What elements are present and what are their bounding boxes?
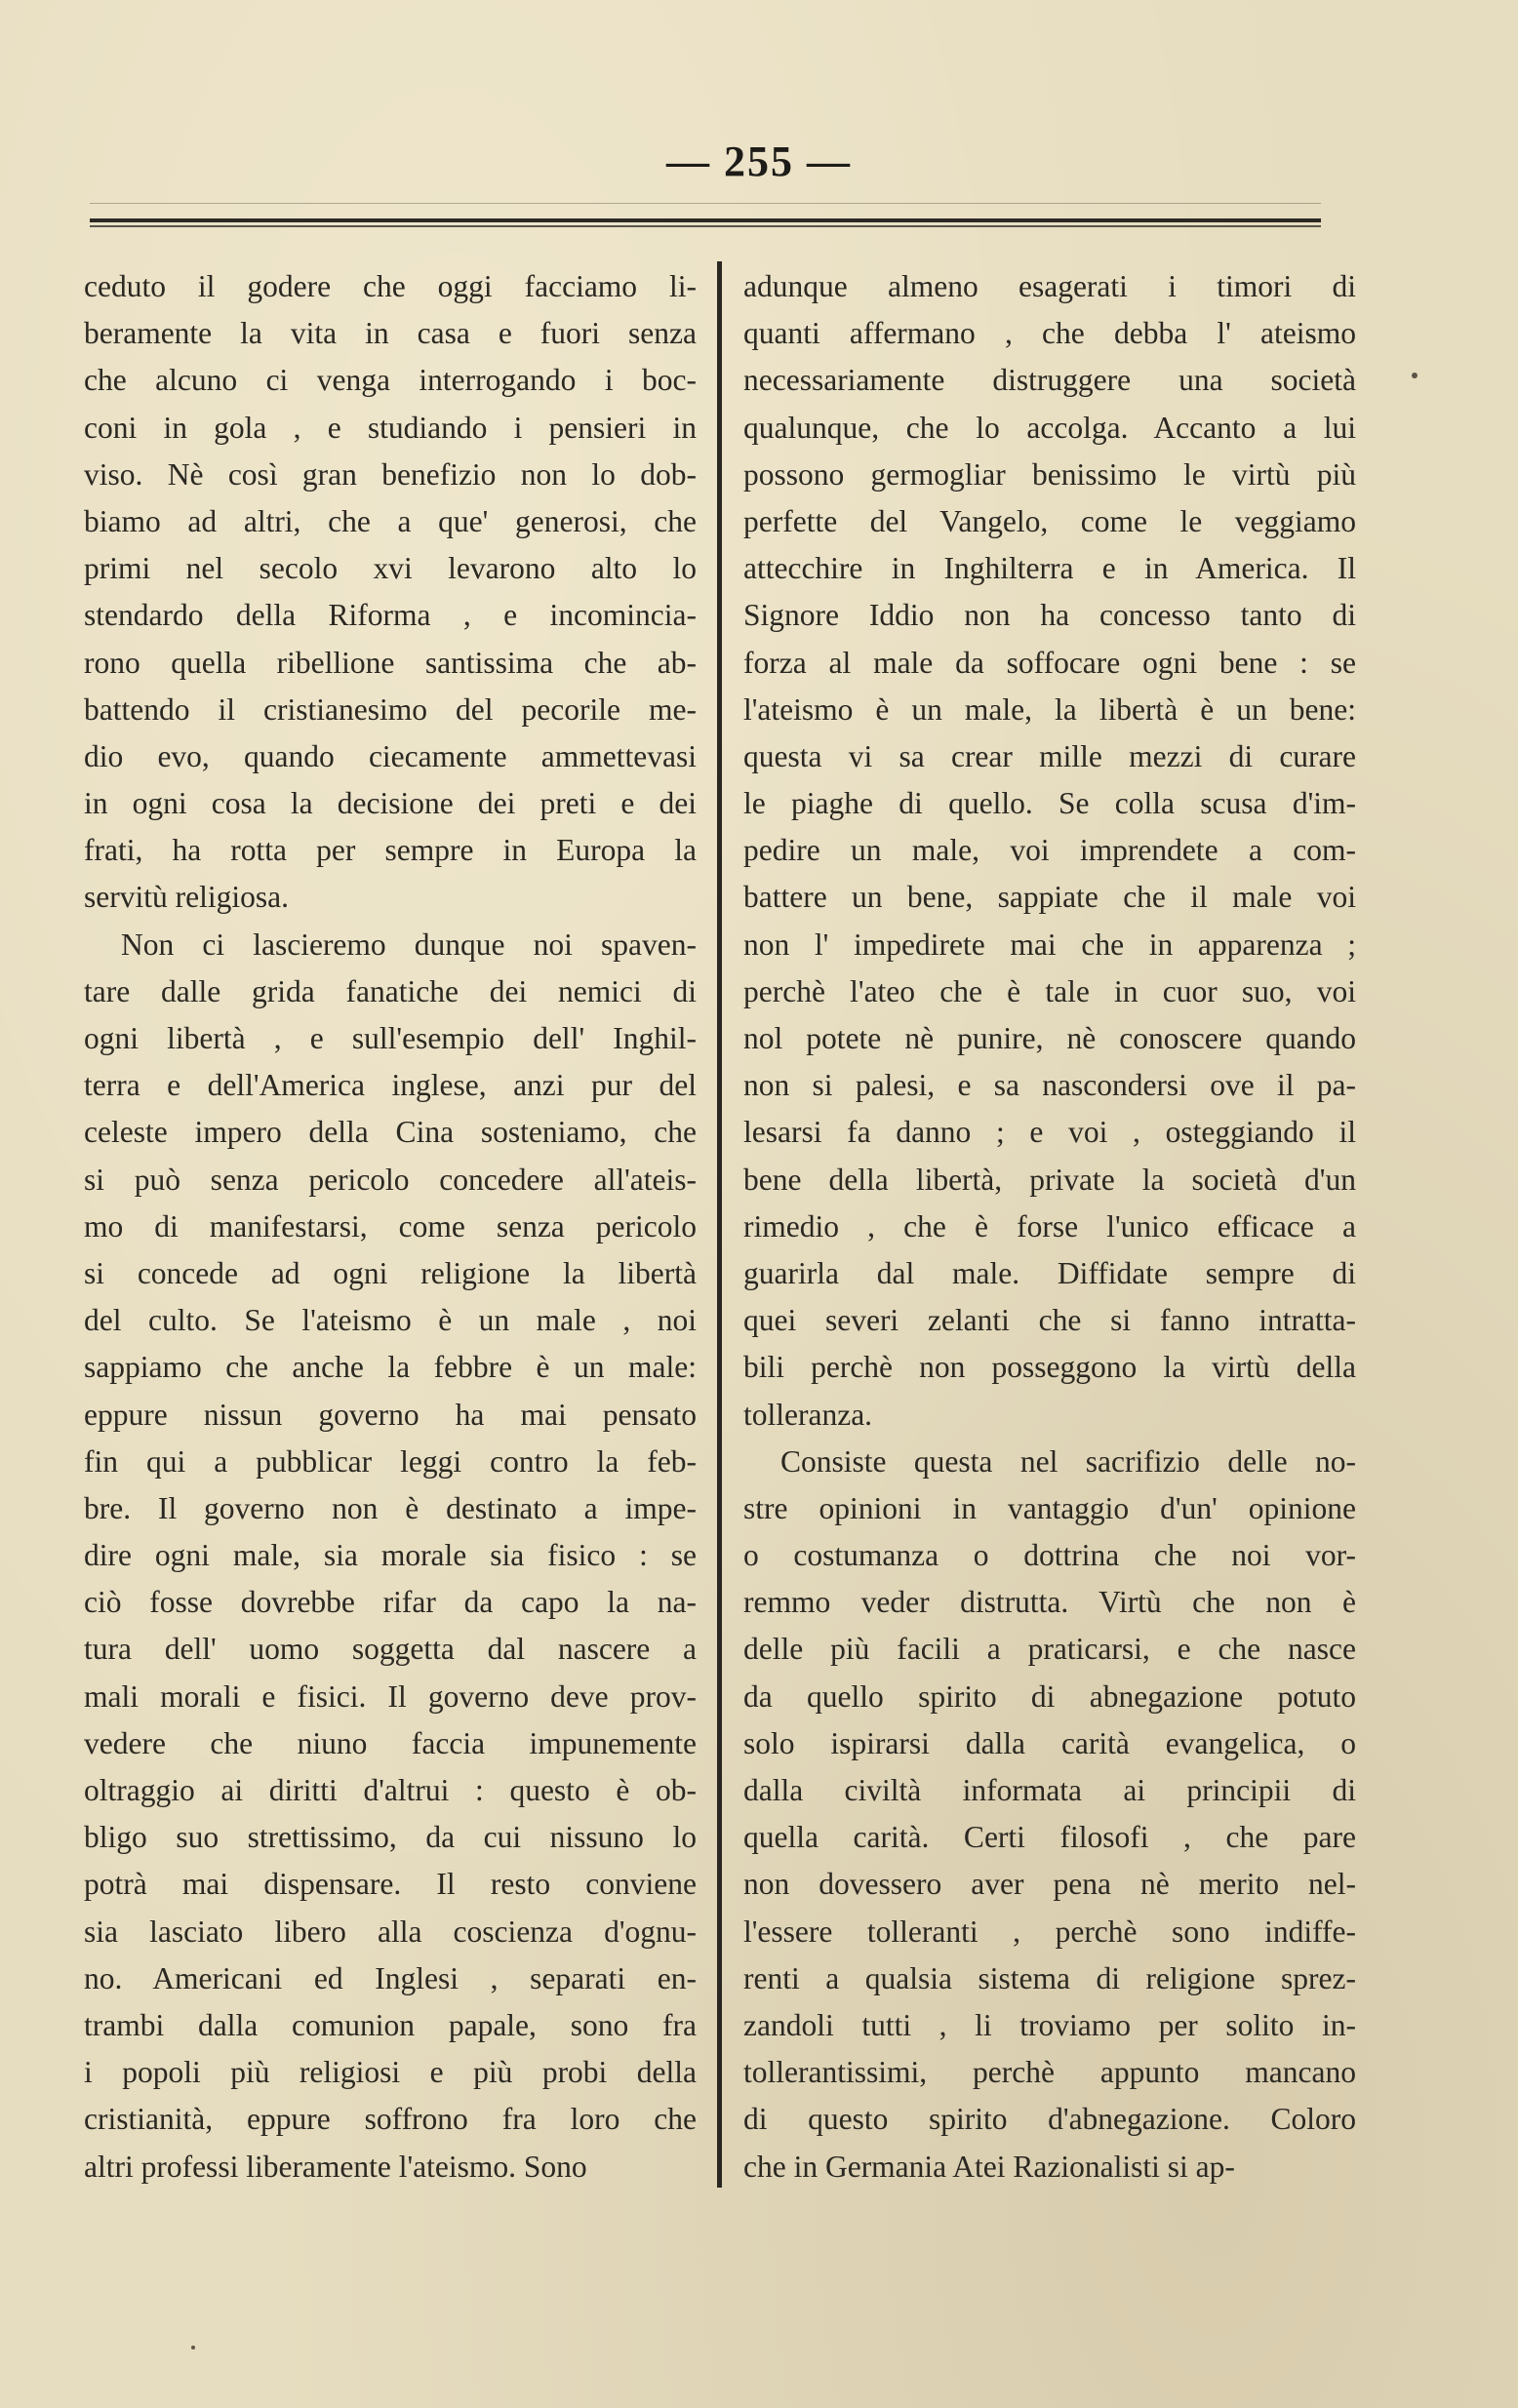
left-column-line: vedere che niuno faccia impunemente [84,1725,697,1760]
left-column-line: primi nel secolo xvi levarono alto lo [84,551,697,586]
right-column-line: perfette del Vangelo, come le veggiamo [743,503,1356,538]
right-column-line: l'ateismo è un male, la libertà è un bene: [743,691,1356,727]
right-column-line: tolleranza. [743,1397,873,1432]
right-column-line: questa vi sa crear mille mezzi di curare [743,738,1356,773]
page-number: — 255 — [666,138,852,185]
left-column-line: biamo ad altri, che a que' generosi, che [84,503,697,538]
left-column-line: tura dell' uomo soggetta dal nascere a [84,1632,697,1667]
right-column-line: quei severi zelanti che si fanno intratta- [743,1303,1356,1338]
right-text-column [743,263,1356,2191]
right-column-line: da quello spirito di abnegazione potuto [743,1678,1356,1714]
right-column-line: quanti affermano , che debba l' ateismo [743,316,1356,351]
right-column-line: lesarsi fa danno ; e voi , osteggiando il [743,1115,1356,1150]
right-column-line: adunque almeno esagerati i timori di [743,269,1356,303]
stray-ink-mark [1412,373,1418,378]
right-column-line: le piaghe di quello. Se colla scusa d'im- [743,786,1356,821]
right-column-line: l'essere tolleranti , perchè sono indiffe- [743,1914,1356,1949]
right-column-line: possono germogliar benissimo le virtù più [743,456,1356,492]
right-column-line: Consiste questa nel sacrifizio delle no- [780,1443,1356,1479]
left-column-line: trambi dalla comunion papale, sono fra [84,2007,697,2042]
left-column-line: sappiamo che anche la febbre è un male: [84,1350,697,1385]
left-column-line: eppure nissun governo ha mai pensato [84,1397,697,1432]
left-column-line: viso. Nè così gran benefizio non lo dob- [84,456,697,492]
right-column-line: tollerantissimi, perchè appunto mancano [743,2055,1356,2090]
left-column-line: fin qui a pubblicar leggi contro la feb- [84,1443,697,1479]
left-column-line: coni in gola , e studiando i pensieri in [84,410,697,445]
right-column-line: perchè l'ateo che è tale in cuor suo, voi [743,973,1356,1008]
right-column-line: di questo spirito d'abnegazione. Coloro [743,2102,1356,2137]
left-column-line: altri professi liberamente l'ateismo. Sono [84,2149,587,2184]
left-column-line: frati, ha rotta per sempre in Europa la [84,833,697,868]
right-column-line: bili perchè non posseggono la virtù della [743,1350,1356,1385]
left-column-line: terra e dell'America inglese, anzi pur del [84,1068,697,1103]
header-rule [90,218,1321,227]
right-column-line: stre opinioni in vantaggio d'un' opinione [743,1490,1356,1525]
left-column-line: oltraggio ai diritti d'altrui : questo è ob- [84,1773,697,1807]
left-column-line: che alcuno ci venga interrogando i boc- [84,363,697,398]
right-column-line: Signore Iddio non ha concesso tanto di [743,598,1356,633]
right-column-line: battere un bene, sappiate che il male voi [743,880,1356,915]
left-column-line: sia lasciato libero alla coscienza d'ognu- [84,1914,697,1949]
header-rule-faint [90,203,1321,204]
left-column-line: stendardo della Riforma , e incomincia- [84,598,697,633]
right-column-line: o costumanza o dottrina che noi vor- [743,1538,1356,1573]
left-column-line: si può senza pericolo concedere all'ateis- [84,1162,697,1197]
right-column-line: non dovessero aver pena nè merito nel- [743,1867,1356,1902]
right-column-line: rimedio , che è forse l'unico efficace a [743,1208,1356,1243]
right-column-line: remmo veder distrutta. Virtù che non è [743,1585,1356,1620]
left-column-line: ciò fosse dovrebbe rifar da capo la na- [84,1585,697,1620]
left-column-line: tare dalle grida fanatiche dei nemici di [84,973,697,1008]
right-column-line: necessariamente distruggere una società [743,363,1356,398]
left-column-line: beramente la vita in casa e fuori senza [84,316,697,351]
left-column-line: mali morali e fisici. Il governo deve prov- [84,1678,697,1714]
left-column-line: bre. Il governo non è destinato a impe- [84,1490,697,1525]
left-column-line: no. Americani ed Inglesi , separati en- [84,1960,697,1995]
right-column-line: quella carità. Certi filosofi , che pare [743,1820,1356,1855]
left-column-line: ogni libertà , e sull'esempio dell' Inghil- [84,1021,697,1055]
stray-ink-mark [191,2346,195,2349]
right-column-line: pedire un male, voi imprendete a com- [743,833,1356,868]
left-text-column [84,263,697,2191]
left-column-line: cristianità, eppure soffrono fra loro che [84,2102,697,2137]
right-column-line: bene della libertà, private la società d'un [743,1162,1356,1197]
right-column-line: renti a qualsia sistema di religione sprez- [743,1960,1356,1995]
left-column-line: potrà mai dispensare. Il resto conviene [84,1867,697,1902]
left-column-line: dio evo, quando ciecamente ammettevasi [84,738,697,773]
left-column-line: rono quella ribellione santissima che ab- [84,645,697,680]
left-column-line: ceduto il godere che oggi facciamo li- [84,269,697,303]
right-column-line: solo ispirarsi dalla carità evangelica, o [743,1725,1356,1760]
left-column-line: servitù religiosa. [84,880,289,915]
right-column-line: zandoli tutti , li troviamo per solito in- [743,2007,1356,2042]
right-column-line: non si palesi, e sa nascondersi ove il pa- [743,1068,1356,1103]
left-column-line: celeste impero della Cina sosteniamo, che [84,1115,697,1150]
left-column-line: battendo il cristianesimo del pecorile me- [84,691,697,727]
right-column-line: delle più facili a praticarsi, e che nasce [743,1632,1356,1667]
left-column-line: si concede ad ogni religione la libertà [84,1255,697,1290]
right-column-line: dalla civiltà informata ai principii di [743,1773,1356,1807]
left-column-line: bligo suo strettissimo, da cui nissuno lo [84,1820,697,1855]
left-column-line: del culto. Se l'ateismo è un male , noi [84,1303,697,1338]
left-column-line: dire ogni male, sia morale sia fisico : se [84,1538,697,1573]
right-column-line: nol potete nè punire, nè conoscere quando [743,1021,1356,1055]
column-divider [717,261,722,2188]
left-column-line: mo di manifestarsi, come senza pericolo [84,1208,697,1243]
right-column-line: che in Germania Atei Razionalisti si ap- [743,2149,1235,2184]
right-column-line: non l' impedirete mai che in apparenza ; [743,927,1356,962]
right-column-line: guarirla dal male. Diffidate sempre di [743,1255,1356,1290]
right-column-line: qualunque, che lo accolga. Accanto a lui [743,410,1356,445]
right-column-line: forza al male da soffocare ogni bene : se [743,645,1356,680]
left-column-line: i popoli più religiosi e più probi della [84,2055,697,2090]
left-column-line: Non ci lascieremo dunque noi spaven- [121,927,697,962]
left-column-line: in ogni cosa la decisione dei preti e dei [84,786,697,821]
right-column-line: attecchire in Inghilterra e in America. Il [743,551,1356,586]
